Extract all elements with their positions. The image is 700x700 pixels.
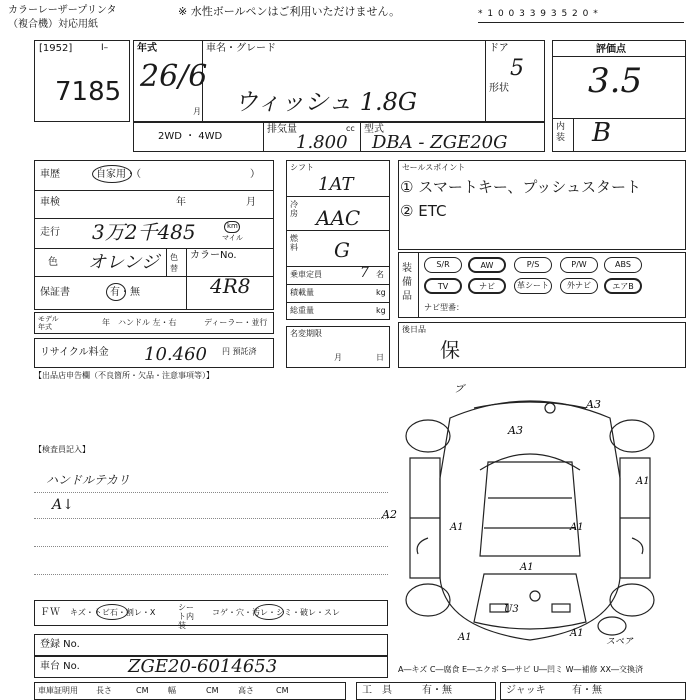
color-label: 色 bbox=[48, 257, 58, 268]
mark-front-right: A1 bbox=[570, 628, 584, 639]
mark-roof: A3 bbox=[508, 424, 523, 437]
mark-front-left: A1 bbox=[458, 632, 472, 643]
car-name-value: ウィッシュ 1.8G bbox=[234, 88, 418, 116]
ac-value: AAC bbox=[316, 206, 361, 230]
registration-label: 登録 No. bbox=[40, 639, 80, 650]
interior-value: B bbox=[592, 118, 612, 148]
dealer-report-label: 【出品店申告欄（不良箇所・欠品・注意事項等）】 bbox=[34, 371, 214, 380]
color-code-value: 4R8 bbox=[210, 274, 251, 298]
recycle-value: 10.460 bbox=[144, 344, 207, 365]
delivery-label: 後日品 bbox=[402, 325, 426, 334]
equip-navi: ナビ bbox=[468, 278, 506, 294]
equip-ext-navi: 外ナビ bbox=[560, 278, 598, 294]
displacement-label: 排気量 bbox=[267, 124, 297, 135]
color-change-label: 色替 bbox=[170, 253, 178, 273]
equip-ps: P/S bbox=[514, 257, 552, 273]
capacity-label: 乗車定員 bbox=[290, 270, 322, 279]
mark-hood: A1 bbox=[520, 562, 534, 573]
fw-label: ＦＷ bbox=[40, 607, 60, 618]
shape-label: 形状 bbox=[489, 83, 509, 94]
ac-label: 冷房 bbox=[290, 200, 298, 218]
mark-left-front: A1 bbox=[450, 522, 464, 533]
mark-right-front: A1 bbox=[570, 522, 584, 533]
seat-items: コゲ・穴・汚レ・シミ・破レ・スレ bbox=[212, 608, 340, 617]
registration-row bbox=[34, 634, 388, 656]
warranty-options: 有・無 bbox=[110, 287, 140, 298]
sales-point-2: ② ETC bbox=[400, 202, 447, 220]
score-value: 3.5 bbox=[588, 61, 643, 101]
equip-tv: TV bbox=[424, 278, 462, 294]
lot-box: [1952] I– 7185 bbox=[34, 40, 130, 122]
certificate-row bbox=[34, 682, 346, 700]
printer-label: カラーレーザープリンタ bbox=[8, 5, 117, 16]
mileage-label: 走行 bbox=[40, 227, 60, 238]
inspector-note-2: A↓ bbox=[52, 497, 74, 513]
door-label: ドア bbox=[489, 43, 509, 54]
color-code-label: カラーNo. bbox=[190, 250, 237, 261]
fw-items: キズ・トビ石・割レ・X bbox=[70, 608, 156, 617]
load-label: 積載量 bbox=[290, 288, 314, 297]
navi-model-label: ナビ型番： bbox=[424, 303, 464, 312]
lot-bracket-code: [1952] bbox=[39, 43, 73, 54]
delivery-value: 保 bbox=[440, 338, 460, 362]
car-name-label: 車名・グレード bbox=[206, 43, 276, 54]
displacement-value: 1.800 bbox=[296, 132, 348, 153]
weight-label: 総重量 bbox=[290, 306, 314, 315]
recycle-label: リサイクル料金 bbox=[40, 347, 109, 358]
equip-airbag: エアB bbox=[604, 278, 642, 294]
shift-label: シフト bbox=[290, 163, 314, 172]
equip-pw: P/W bbox=[560, 257, 598, 273]
inspection-label: 車検 bbox=[40, 197, 60, 208]
lot-number: 7185 bbox=[55, 77, 122, 107]
inspector-note-1: ハンドルテカリ bbox=[46, 473, 130, 487]
mark-left-door: A2 bbox=[382, 508, 397, 521]
printer-label-2: （複合機）対応用紙 bbox=[8, 19, 98, 30]
model-value: DBA - ZGE20G bbox=[372, 132, 508, 153]
door-value: 5 bbox=[510, 56, 524, 81]
capacity-value: 7 bbox=[360, 265, 369, 281]
mileage-value: 3万2千485 bbox=[92, 220, 196, 244]
mark-bumper: U3 bbox=[504, 604, 519, 615]
interior-label: 内装 bbox=[556, 122, 566, 143]
year-value: 26/6 bbox=[140, 59, 208, 94]
model-label: 型式 bbox=[364, 124, 384, 135]
color-value: オレンジ bbox=[88, 252, 160, 273]
equipment-label: 装備品 bbox=[402, 263, 412, 302]
drive-label: 2WD ・ 4WD bbox=[158, 131, 223, 142]
mark-rear-bu: ブ bbox=[454, 384, 464, 395]
fuel-label: 燃料 bbox=[290, 234, 298, 252]
history-options: 自家用・（ bbox=[96, 169, 141, 180]
inspector-label: 【検査員記入】 bbox=[34, 445, 90, 454]
history-label: 車歴 bbox=[40, 169, 60, 180]
shift-value: 1AT bbox=[318, 174, 354, 195]
score-label: 評価点 bbox=[596, 44, 626, 55]
year-label: 年式 bbox=[137, 43, 157, 54]
equip-abs: ABS bbox=[604, 257, 642, 273]
serial-number: * 1 0 0 3 3 9 3 5 2 0 * bbox=[478, 9, 599, 19]
chassis-value: ZGE20-6014653 bbox=[128, 656, 278, 677]
registration-expiry-label: 名変期限 bbox=[290, 329, 322, 338]
warranty-label: 保証書 bbox=[40, 287, 70, 298]
pen-note: ※ 水性ボールペンはご利用いただけません。 bbox=[178, 5, 401, 18]
spare-label: スペア bbox=[606, 637, 634, 647]
equip-aw: AW bbox=[468, 257, 506, 273]
mark-rear-right: A3 bbox=[586, 398, 601, 411]
sales-points-label: セールスポイント bbox=[402, 163, 466, 172]
damage-legend: A―キズ C―腐食 E―エクボ S―サビ U―凹ミ W―補修 XX―交換済 bbox=[398, 665, 644, 674]
sales-point-1: ① スマートキー、プッシュスタート bbox=[400, 178, 641, 196]
equip-leather: 革シート bbox=[514, 278, 552, 294]
mark-right-side: A1 bbox=[636, 476, 650, 487]
car-damage-diagram bbox=[380, 378, 690, 658]
chassis-label: 車台 No. bbox=[40, 661, 80, 672]
equip-sr: S/R bbox=[424, 257, 462, 273]
fuel-value: G bbox=[334, 238, 350, 262]
